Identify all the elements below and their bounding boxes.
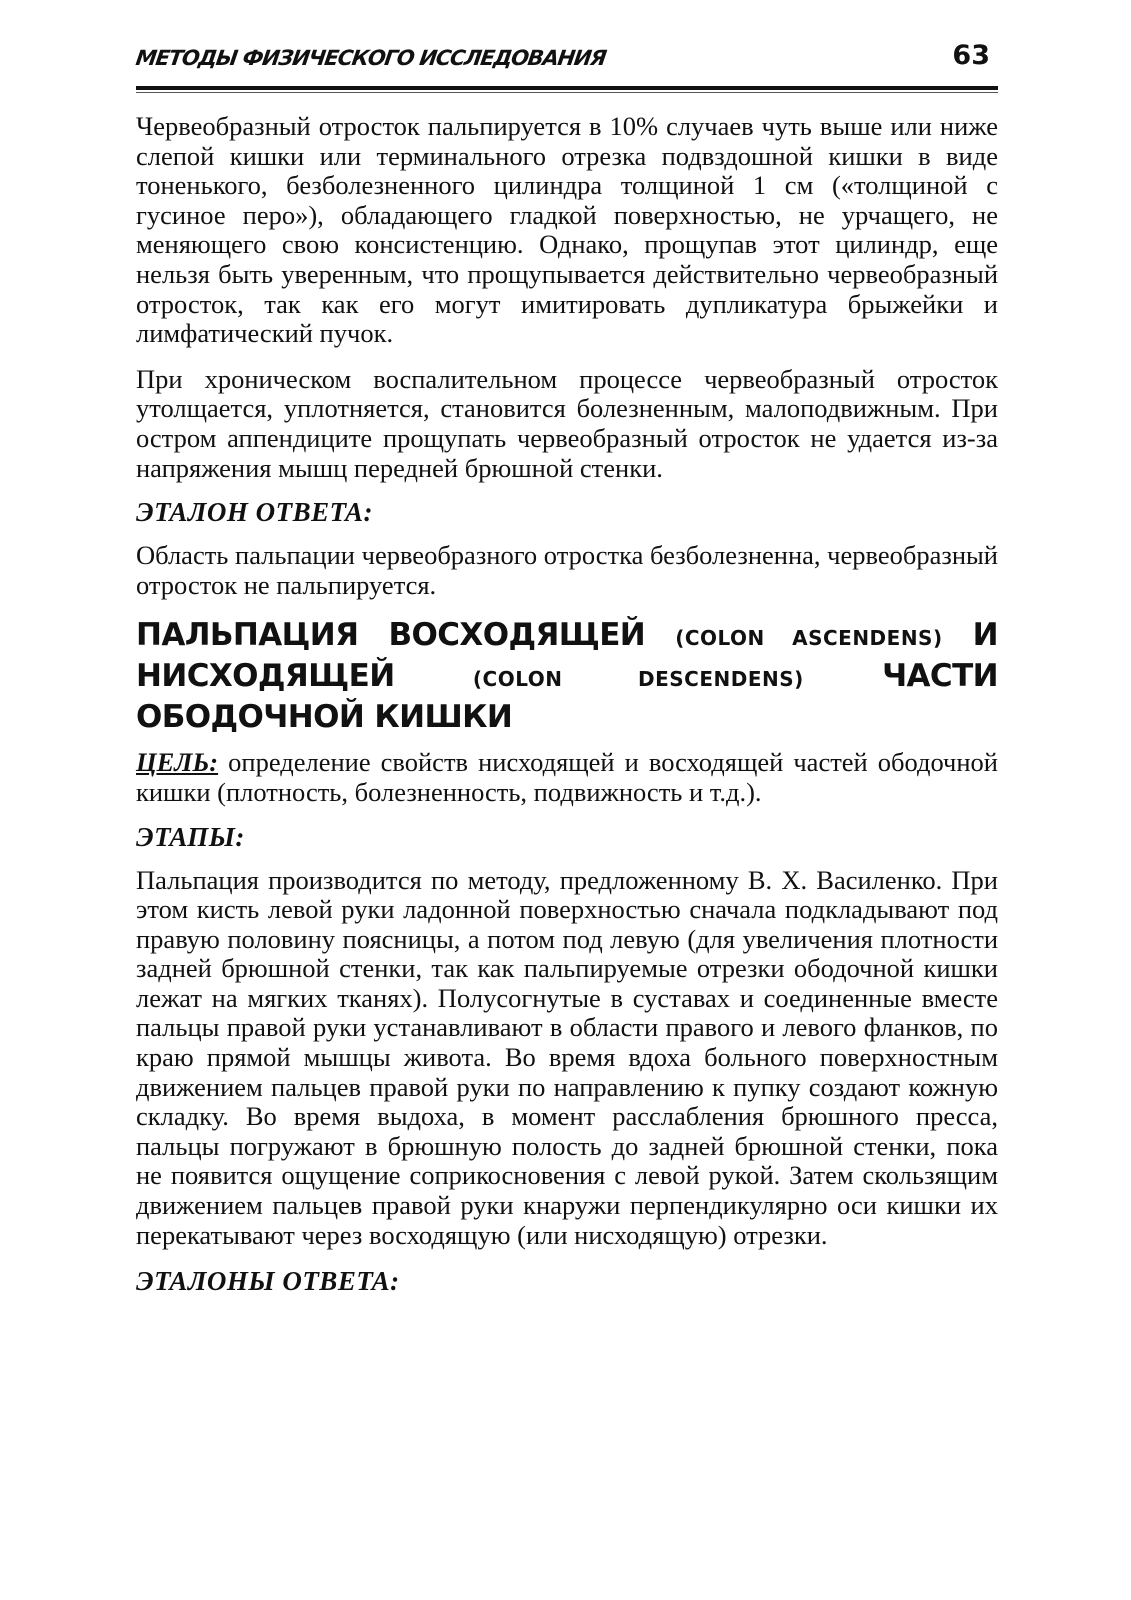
- paragraph-appendix-palpation: Червеобразный отросток пальпируется в 10% случаев чуть выше или ниже слепой кишки или терминального отрезка подвздошной кишки в виде тоненького, безболезненного цилиндра толщиной 1 см («толщиной с гусиное перо»), обладающего гладкой поверхностью, не урчащего, не меняющего свою консистенцию. Однако, прощупав этот цилиндр, еще нельзя быть уверенным, что прощупывается действительно червеобразный отросток, так как его могут имитировать дупликатура брыжейки и лимфатический пучок.: [136, 111, 998, 349]
- section-heading-part1: ПАЛЬПАЦИЯ ВОСХОДЯЩЕЙ: [136, 617, 676, 654]
- header-rule-thin: [136, 92, 998, 93]
- subhead-answers-standard: ЭТАЛОНЫ ОТВЕТА:: [136, 1266, 400, 1297]
- page-content: [136, 112, 998, 1296]
- goal-text: определение свойств нисходящей и восходящей частей ободочной кишки (плотность, болезненность, подвижность и т.д.).: [136, 747, 998, 807]
- section-heading-latin2: (COLON DESCENDENS): [472, 667, 804, 692]
- page-number: 63: [952, 40, 990, 71]
- paragraph-goal: [136, 748, 998, 807]
- header-rule: [136, 86, 998, 90]
- paragraph-answer-standard: Область пальпации червеобразного отростка безболезненна, червеобразный отросток не пальпируется.: [136, 540, 998, 600]
- running-head: [136, 40, 998, 80]
- paragraph-chronic-inflammation: При хроническом воспалительном процессе червеобразный отросток утолщается, уплотняется, становится болезненным, малоподвижным. При остром аппендиците прощупать червеобразный отросток не удается из-за напряжения мышц передней брюшной стенки.: [136, 363, 998, 483]
- running-title: МЕТОДЫ ФИЗИЧЕСКОГО ИССЛЕДОВАНИЯ: [134, 46, 608, 70]
- section-heading-latin1: (COLON ASCENDENS): [675, 626, 943, 651]
- paragraph-stages: Пальпация производится по методу, предложенному В. Х. Василенко. При этом кисть левой руки ладонной поверхностью сначала подкладывают под правую половину поясницы, а потом под левую (для увеличения плотности задней брюшной стенки, так как пальпируемые отрезки ободочной кишки лежат на мягких тканях). Полусогнутые в суставах и соединенные вместе пальцы правой руки устанавливают в области правого и левого фланков, по краю прямой мышцы живота. Во время вдоха больного поверхностным движением пальцев правой руки по направлению к пупку создают кожную складку. Во время выдоха, в момент расслабления брюшного пресса, пальцы погружают в брюшную полость до задней брюшной стенки, пока не появится ощущение соприкосновения с левой рукой. Затем скользящим движением пальцев правой руки кнаружи перпендикулярно оси кишки их перекатывают через восходящую (или нисходящую) отрезки.: [136, 864, 998, 1250]
- section-heading-part3: ЧАСТИ ОБОДОЧНОЙ КИШКИ: [136, 658, 998, 736]
- section-heading: [136, 616, 998, 736]
- goal-label: ЦЕЛЬ:: [136, 747, 219, 778]
- subhead-stages: ЭТАПЫ:: [136, 821, 245, 852]
- section-heading-part2: И НИСХОДЯЩЕЙ: [136, 617, 998, 695]
- subhead-answer-standard: ЭТАЛОН ОТВЕТА:: [136, 497, 373, 528]
